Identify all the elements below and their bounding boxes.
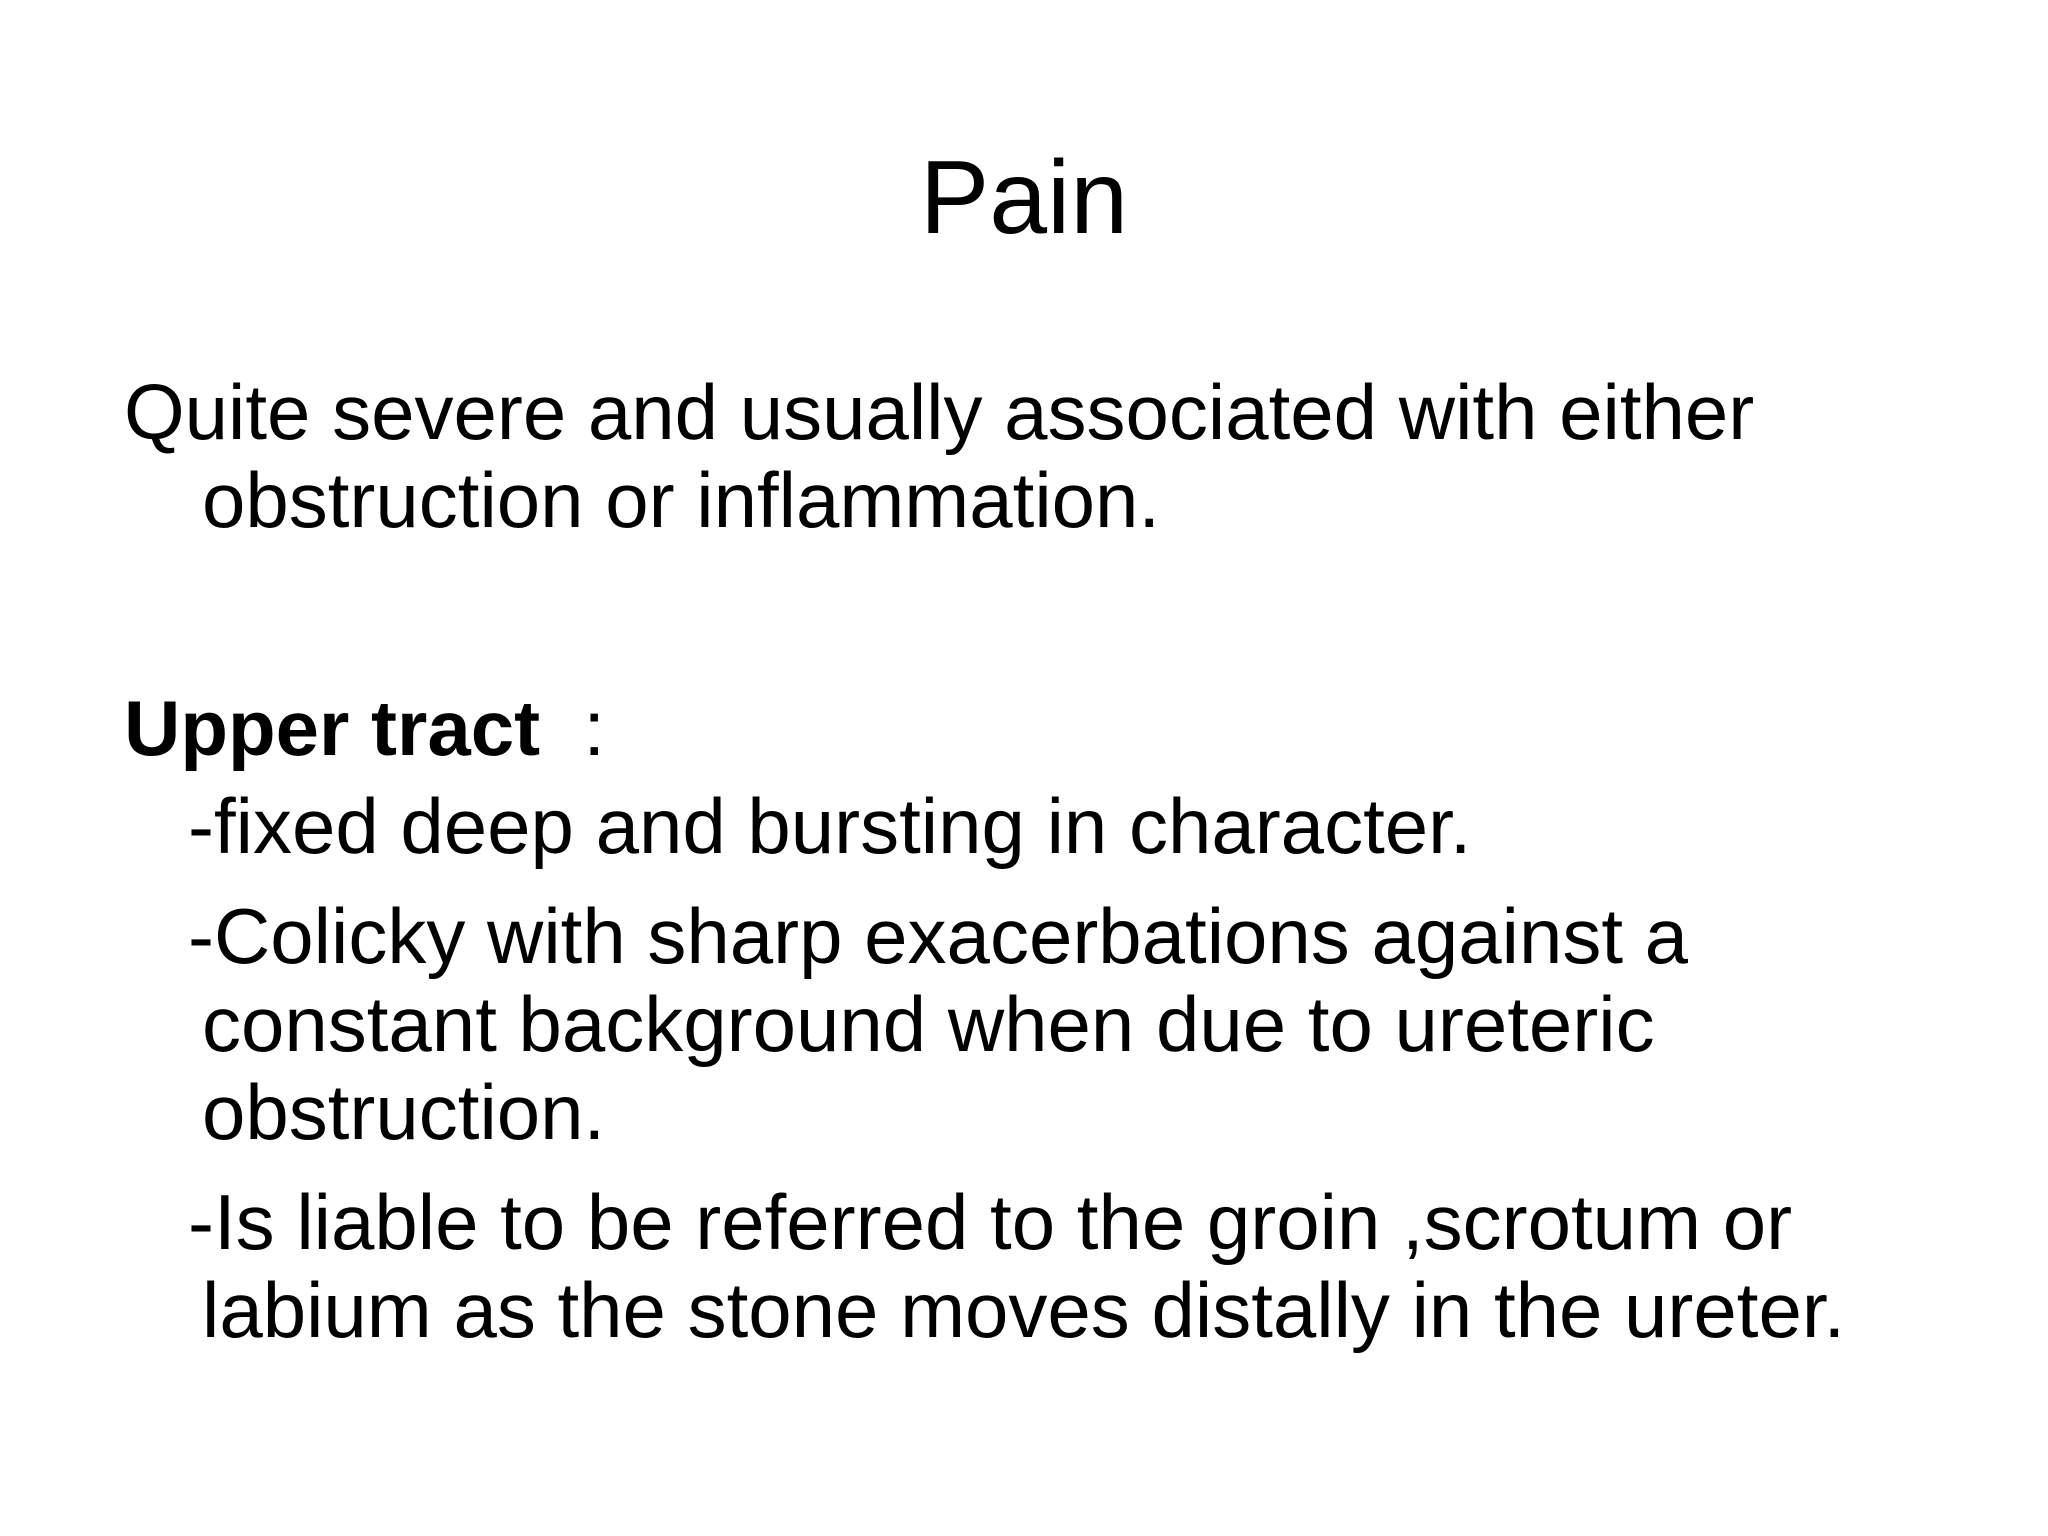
bullet-item: -Colicky with sharp exacerbations against a constant background when due to ureteric obstruction. xyxy=(188,892,1689,1156)
section-heading xyxy=(124,684,1964,772)
section-heading-label: Upper tract xyxy=(124,684,541,772)
slide-title: Pain xyxy=(919,140,1129,256)
section-heading-separator: : xyxy=(540,684,606,772)
intro-paragraph: Quite severe and usually associated with either obstruction or inflammation. xyxy=(124,368,1755,544)
bullet-list xyxy=(124,782,1964,1354)
slide-body xyxy=(124,368,1964,1376)
bullet-item: -fixed deep and bursting in character. xyxy=(188,782,1472,870)
bullet-item: -Is liable to be referred to the groin ,scrotum or labium as the stone moves distally in the ureter. xyxy=(188,1178,1846,1354)
